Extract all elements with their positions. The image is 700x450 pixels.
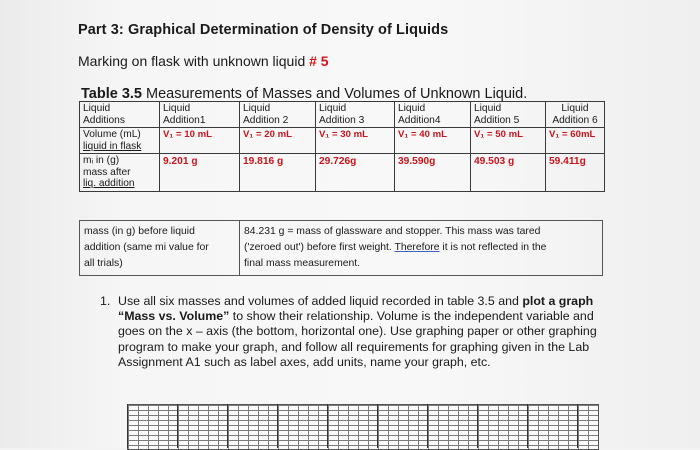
header-line: Liquid [83,103,111,114]
note-text: it is not reflected in the final mass measurement. [244,242,547,269]
flask-marking-label: Marking on flask with unknown liquid [78,53,306,69]
header-line: Addition4 [398,114,441,126]
header-line: Liquid [474,103,502,114]
initial-mass-row [80,221,603,276]
note-underlined-word: Therefore [394,242,440,253]
mass-cell: 49.503 g [471,154,546,192]
mass-row [80,154,605,192]
volume-cell: V₁ = 20 mL [240,128,316,154]
question-number: 1. [100,294,111,308]
header-cell [395,102,471,128]
volume-cell: V₁ = 10 mL [160,128,240,154]
mass-cell: 19.816 g [240,154,316,192]
header-line: Liquid [561,103,589,114]
question-emphasis: plot a graph “Mass vs. Volume” [118,294,594,324]
header-line: Liquid [319,103,347,114]
flask-marking-line [78,53,329,69]
question-rest: to show their relationship. Volume is the independent variable and goes on the x – axis (the bottom, horizontal one). Use graphing paper or other graphing program to make your graph, and follow all requirements for graphing given in the Lab Assignment A1 such as label axes, add units, name your graph, etc. [118,309,597,369]
section-heading: Part 3: Graphical Determination of Density of Liquids [78,22,449,38]
table-title [81,86,527,102]
initial-mass-table [79,220,603,276]
header-line: Addition 2 [243,114,289,126]
question-intro: Use all six masses and volumes of added liquid recorded in table 3.5 and [118,294,523,308]
volume-label-line: Volume (mL) [83,129,141,140]
header-cell [240,102,316,128]
mass-label-cell [80,154,160,192]
mass-cell: 59.411g [546,154,605,192]
volume-cell: V₁ = 50 mL [471,128,546,154]
header-cell [546,102,605,128]
measurements-table [79,101,605,192]
table-number: Table 3.5 [81,86,142,102]
table-header-row [80,102,605,128]
question-text [118,294,606,370]
volume-cell: V₁ = 40 mL [395,128,471,154]
volume-label-cell [80,128,160,154]
header-line: Addition 3 [319,114,365,126]
header-line: Addition 5 [474,114,520,126]
flask-number: # 5 [309,53,329,69]
mass-cell: 9.201 g [160,154,240,192]
note-text: 84.231 g = mass of glassware and stopper. This mass was tared ('zeroed out') before first weight. [244,226,541,253]
mass-cell: 29.726g [316,154,395,192]
header-cell [471,102,546,128]
volume-cell: V₁ = 30 mL [316,128,395,154]
header-line: Liquid [163,103,191,114]
mass-label-line: mass after [83,166,131,178]
header-cell [316,102,395,128]
header-line: Additions [83,114,125,126]
mass-label-line: liq. addition [83,178,135,189]
mass-label-line: mᵢ in (g) [83,155,120,166]
table-caption: Measurements of Masses and Volumes of Unknown Liquid. [141,86,528,102]
volume-cell: V₁ = 60mL [546,128,605,154]
graph-paper [127,404,599,450]
header-cell [160,102,240,128]
question-1 [100,294,606,370]
initial-mass-label: mass (in g) before liquid addition (same mi value for all trials) [80,221,240,276]
header-line: Liquid [398,103,426,114]
header-line: Liquid [243,103,271,114]
header-cell [80,102,160,128]
header-line: Addition1 [163,114,206,126]
initial-mass-note [240,221,603,276]
volume-row [80,128,605,154]
mass-cell: 39.590g [395,154,471,192]
volume-label-line: liquid in flask [83,140,142,152]
header-line: Addition 6 [552,114,598,126]
